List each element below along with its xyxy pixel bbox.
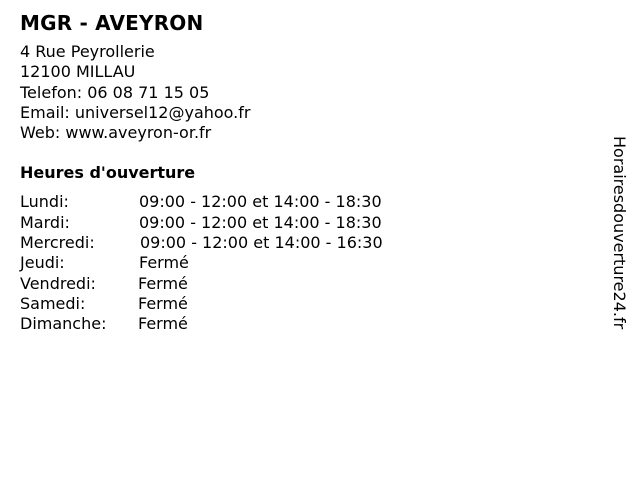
site-watermark: Horairesdouverture24.fr	[610, 136, 629, 330]
hours-value: Fermé	[138, 314, 188, 334]
day-label: Jeudi:	[20, 253, 65, 273]
phone-text: Telefon: 06 08 71 15 05	[20, 82, 210, 102]
business-card	[20, 10, 600, 335]
hours-row-wednesday	[20, 233, 600, 253]
hours-row-tuesday	[20, 213, 600, 233]
day-label: Mardi:	[20, 212, 70, 232]
address-city: 12100 MILLAU	[20, 62, 136, 82]
hours-row-sunday	[20, 314, 600, 334]
hours-value: Fermé	[138, 273, 188, 293]
hours-row-friday	[20, 274, 600, 294]
hours-row-monday	[20, 192, 600, 212]
hours-value: 09:00 - 12:00 et 14:00 - 18:30	[139, 192, 382, 212]
hours-row-thursday	[20, 253, 600, 273]
hours-value: Fermé	[138, 293, 188, 313]
day-label: Vendredi:	[20, 273, 96, 293]
address-street: 4 Rue Peyrollerie	[20, 42, 155, 61]
day-label: Dimanche:	[20, 314, 107, 334]
hours-value: 09:00 - 12:00 et 14:00 - 16:30	[140, 233, 383, 253]
hours-row-saturday	[20, 294, 600, 314]
day-label: Mercredi:	[20, 233, 95, 253]
opening-hours-heading: Heures d'ouverture	[20, 163, 196, 183]
hours-value: 09:00 - 12:00 et 14:00 - 18:30	[139, 212, 382, 232]
day-label: Samedi:	[20, 293, 86, 313]
business-name: MGR - AVEYRON	[20, 11, 204, 35]
hours-value: Fermé	[139, 253, 189, 273]
email-text: Email: universel12@yahoo.fr	[20, 102, 251, 122]
day-label: Lundi:	[20, 192, 69, 212]
website-text: Web: www.aveyron-or.fr	[20, 123, 212, 143]
